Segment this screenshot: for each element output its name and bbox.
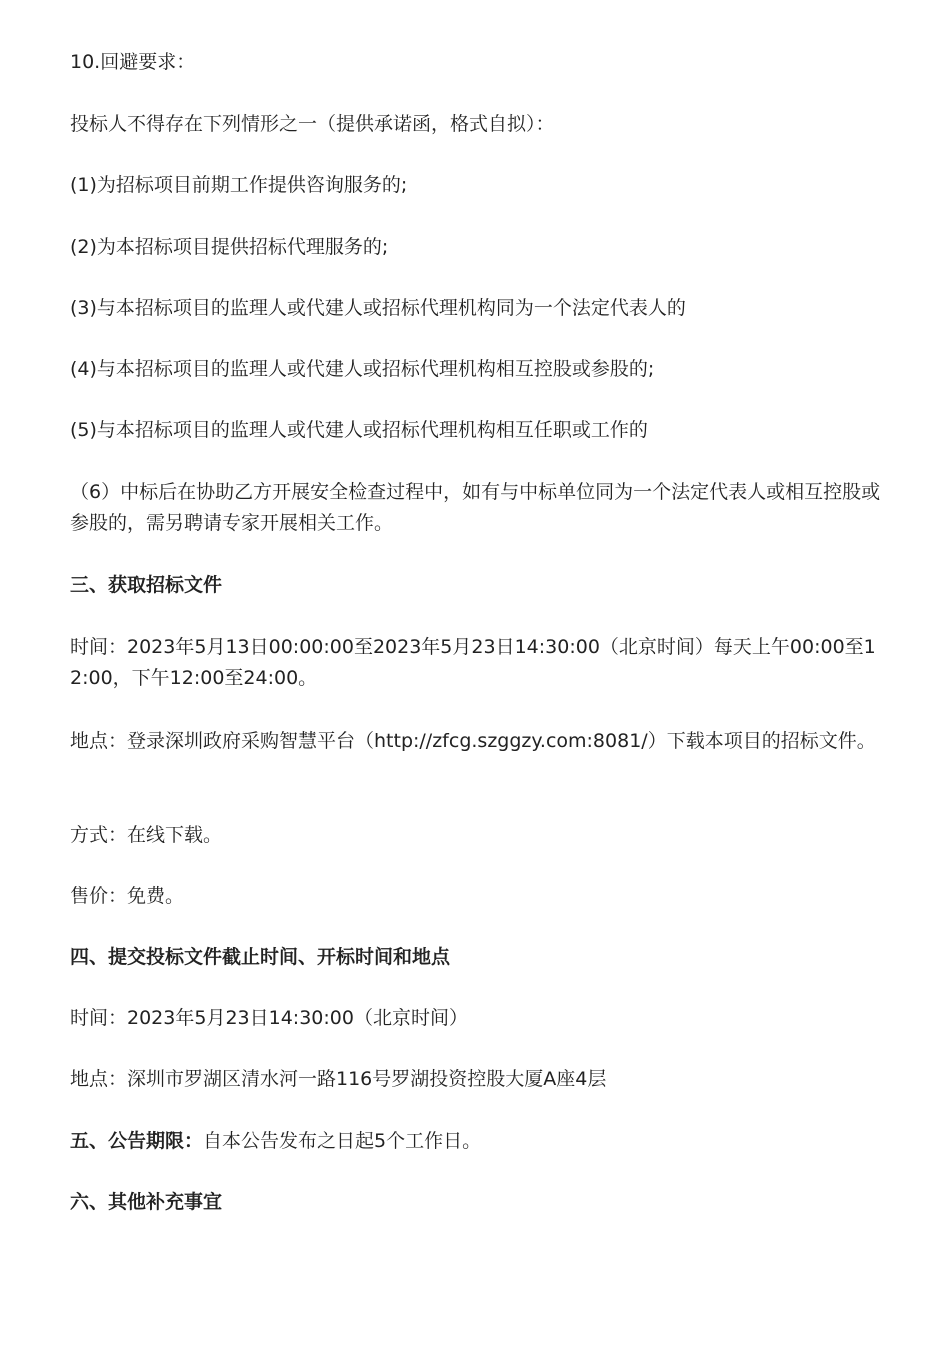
section5-text: 自本公告发布之日起5个工作日。 (203, 1130, 482, 1152)
avoid-item-3: (3)与本招标项目的监理人或代建人或招标代理机构同为一个法定代表人的 (70, 297, 686, 319)
section5-line (70, 1126, 885, 1157)
avoid-intro: 投标人不得存在下列情形之一（提供承诺函，格式自拟）： (70, 113, 555, 135)
avoid-heading: 10.回避要求： (70, 51, 196, 73)
avoid-item-6: （6）中标后在协助乙方开展安全检查过程中，如有与中标单位同为一个法定代表人或相互控股或参股的，需另聘请专家开展相关工作。 (70, 481, 881, 534)
section3-price: 售价：免费。 (70, 885, 185, 907)
section3-method: 方式：在线下载。 (70, 824, 223, 846)
avoid-item-1: (1)为招标项目前期工作提供咨询服务的; (70, 174, 408, 196)
section4-place: 地点：深圳市罗湖区清水河一路116号罗湖投资控股大厦A座4层 (70, 1068, 607, 1090)
section3-title: 三、获取招标文件 (70, 574, 223, 596)
section4-title: 四、提交投标文件截止时间、开标时间和地点 (70, 946, 451, 968)
avoid-item-2: (2)为本招标项目提供招标代理服务的; (70, 236, 389, 258)
section3-place: 地点：登录深圳政府采购智慧平台（http://zfcg.szggzy.com:8081/）下载本项目的招标文件。 (70, 730, 876, 752)
avoid-item-4: (4)与本招标项目的监理人或代建人或招标代理机构相互控股或参股的; (70, 358, 655, 380)
avoid-item-5: (5)与本招标项目的监理人或代建人或招标代理机构相互任职或工作的 (70, 419, 648, 441)
section4-time: 时间：2023年5月23日14:30:00（北京时间） (70, 1007, 468, 1029)
section5-title: 五、公告期限： (70, 1130, 204, 1152)
section3-time: 时间：2023年5月13日00:00:00至2023年5月23日14:30:00（北京时间）每天上午00:00至12:00，下午12:00至24:00。 (70, 636, 876, 689)
section6-title: 六、其他补充事宜 (70, 1191, 223, 1213)
